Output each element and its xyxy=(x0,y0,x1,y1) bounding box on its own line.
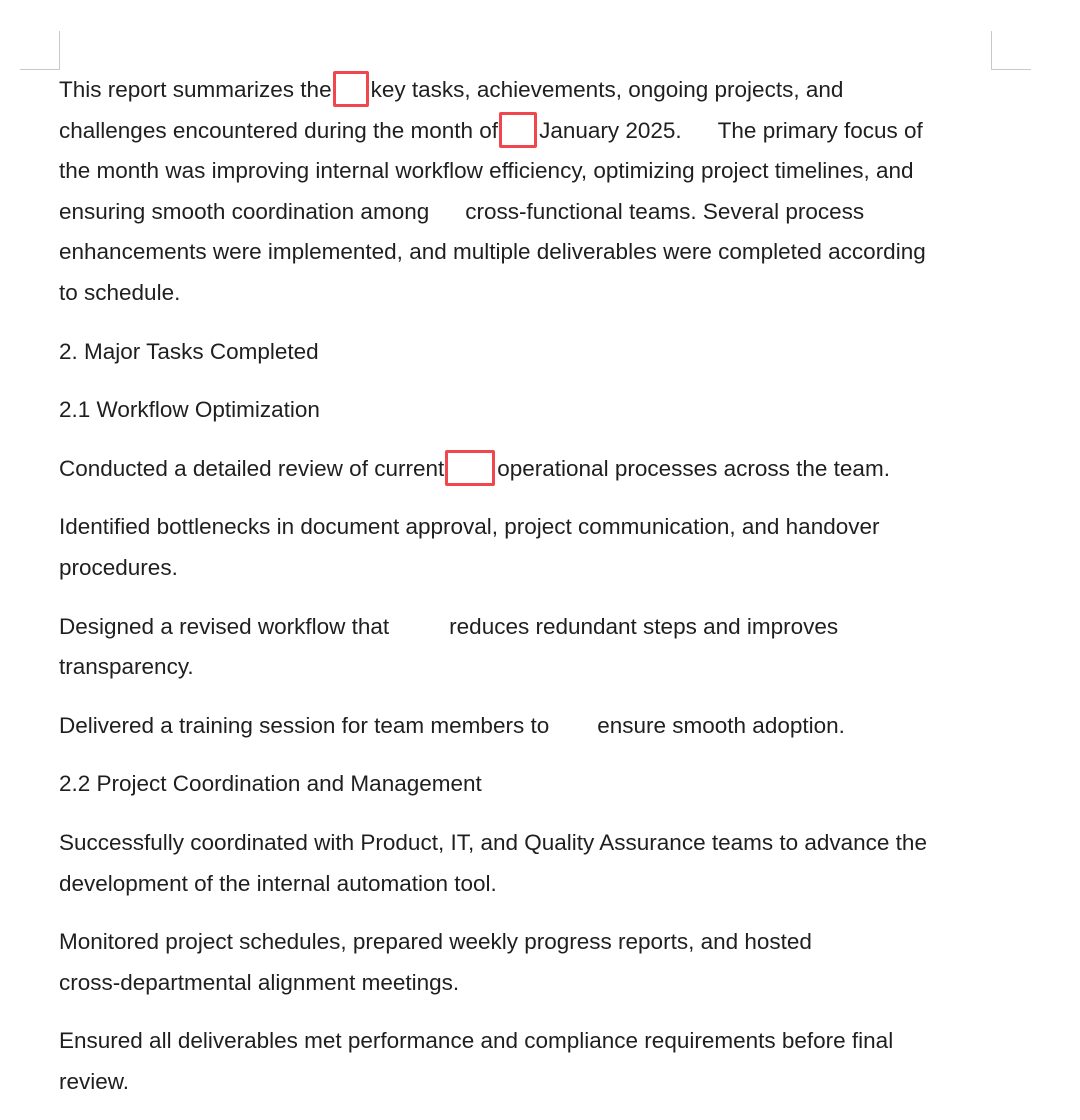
text-line: Ensured all deliverables met performance and compliance requirements before final xyxy=(59,1028,894,1054)
subsection-heading[interactable] xyxy=(59,390,994,431)
text-run: cross-functional teams. Several process xyxy=(465,198,865,224)
text-line: Monitored project schedules, prepared weekly progress reports, and hosted xyxy=(59,929,812,955)
paragraph[interactable] xyxy=(59,449,994,490)
paragraph[interactable] xyxy=(59,922,994,1003)
highlight-marker-2[interactable] xyxy=(499,112,537,148)
highlight-marker-1[interactable] xyxy=(333,71,369,107)
text-run: operational processes across the team. xyxy=(497,455,890,481)
text-run: ensuring smooth coordination among xyxy=(59,198,430,224)
text-line: the month was improving internal workflow efficiency, optimizing project timelines, and xyxy=(59,158,914,184)
paragraph[interactable] xyxy=(59,706,994,747)
text-line: to schedule. xyxy=(59,279,181,305)
text-line: procedures. xyxy=(59,554,178,580)
text-run: ensure smooth adoption. xyxy=(597,712,845,738)
text-line: enhancements were implemented, and multiple deliverables were completed according xyxy=(59,239,926,265)
text-run: The primary focus of xyxy=(717,117,923,143)
text-line: review. xyxy=(59,1068,130,1094)
document-body[interactable] xyxy=(59,70,994,1120)
section-heading[interactable] xyxy=(59,332,994,373)
text-line: Successfully coordinated with Product, IT, and Quality Assurance teams to advance the xyxy=(59,829,927,855)
heading-text: 2. Major Tasks Completed xyxy=(59,338,319,364)
intro-paragraph[interactable] xyxy=(59,70,994,314)
text-line: Identified bottlenecks in document approval, project communication, and handover xyxy=(59,514,880,540)
paragraph[interactable] xyxy=(59,507,994,588)
heading-text: 2.2 Project Coordination and Management xyxy=(59,771,482,797)
text-run: This report summarizes the xyxy=(59,77,332,102)
paragraph[interactable] xyxy=(59,1021,994,1102)
text-line: cross-departmental alignment meetings. xyxy=(59,969,460,995)
text-line: transparency. xyxy=(59,654,194,680)
text-run: Conducted a detailed review of current xyxy=(59,455,445,481)
subsection-heading[interactable] xyxy=(59,764,994,805)
paragraph[interactable] xyxy=(59,823,994,904)
highlight-marker-3[interactable] xyxy=(445,450,495,486)
text-run: January 2025. xyxy=(539,117,682,143)
text-run: challenges encountered during the month of xyxy=(59,117,499,143)
text-run: Delivered a training session for team members to xyxy=(59,712,550,738)
heading-text: 2.1 Workflow Optimization xyxy=(59,397,320,423)
text-run: reduces redundant steps and improves xyxy=(449,613,839,639)
paragraph[interactable] xyxy=(59,607,994,688)
text-run: key tasks, achievements, ongoing projects, and xyxy=(370,77,844,102)
margin-corner-top-right xyxy=(991,31,1032,70)
text-line: development of the internal automation tool. xyxy=(59,870,497,896)
margin-corner-top-left xyxy=(19,31,60,70)
text-run: Designed a revised workflow that xyxy=(59,613,390,639)
